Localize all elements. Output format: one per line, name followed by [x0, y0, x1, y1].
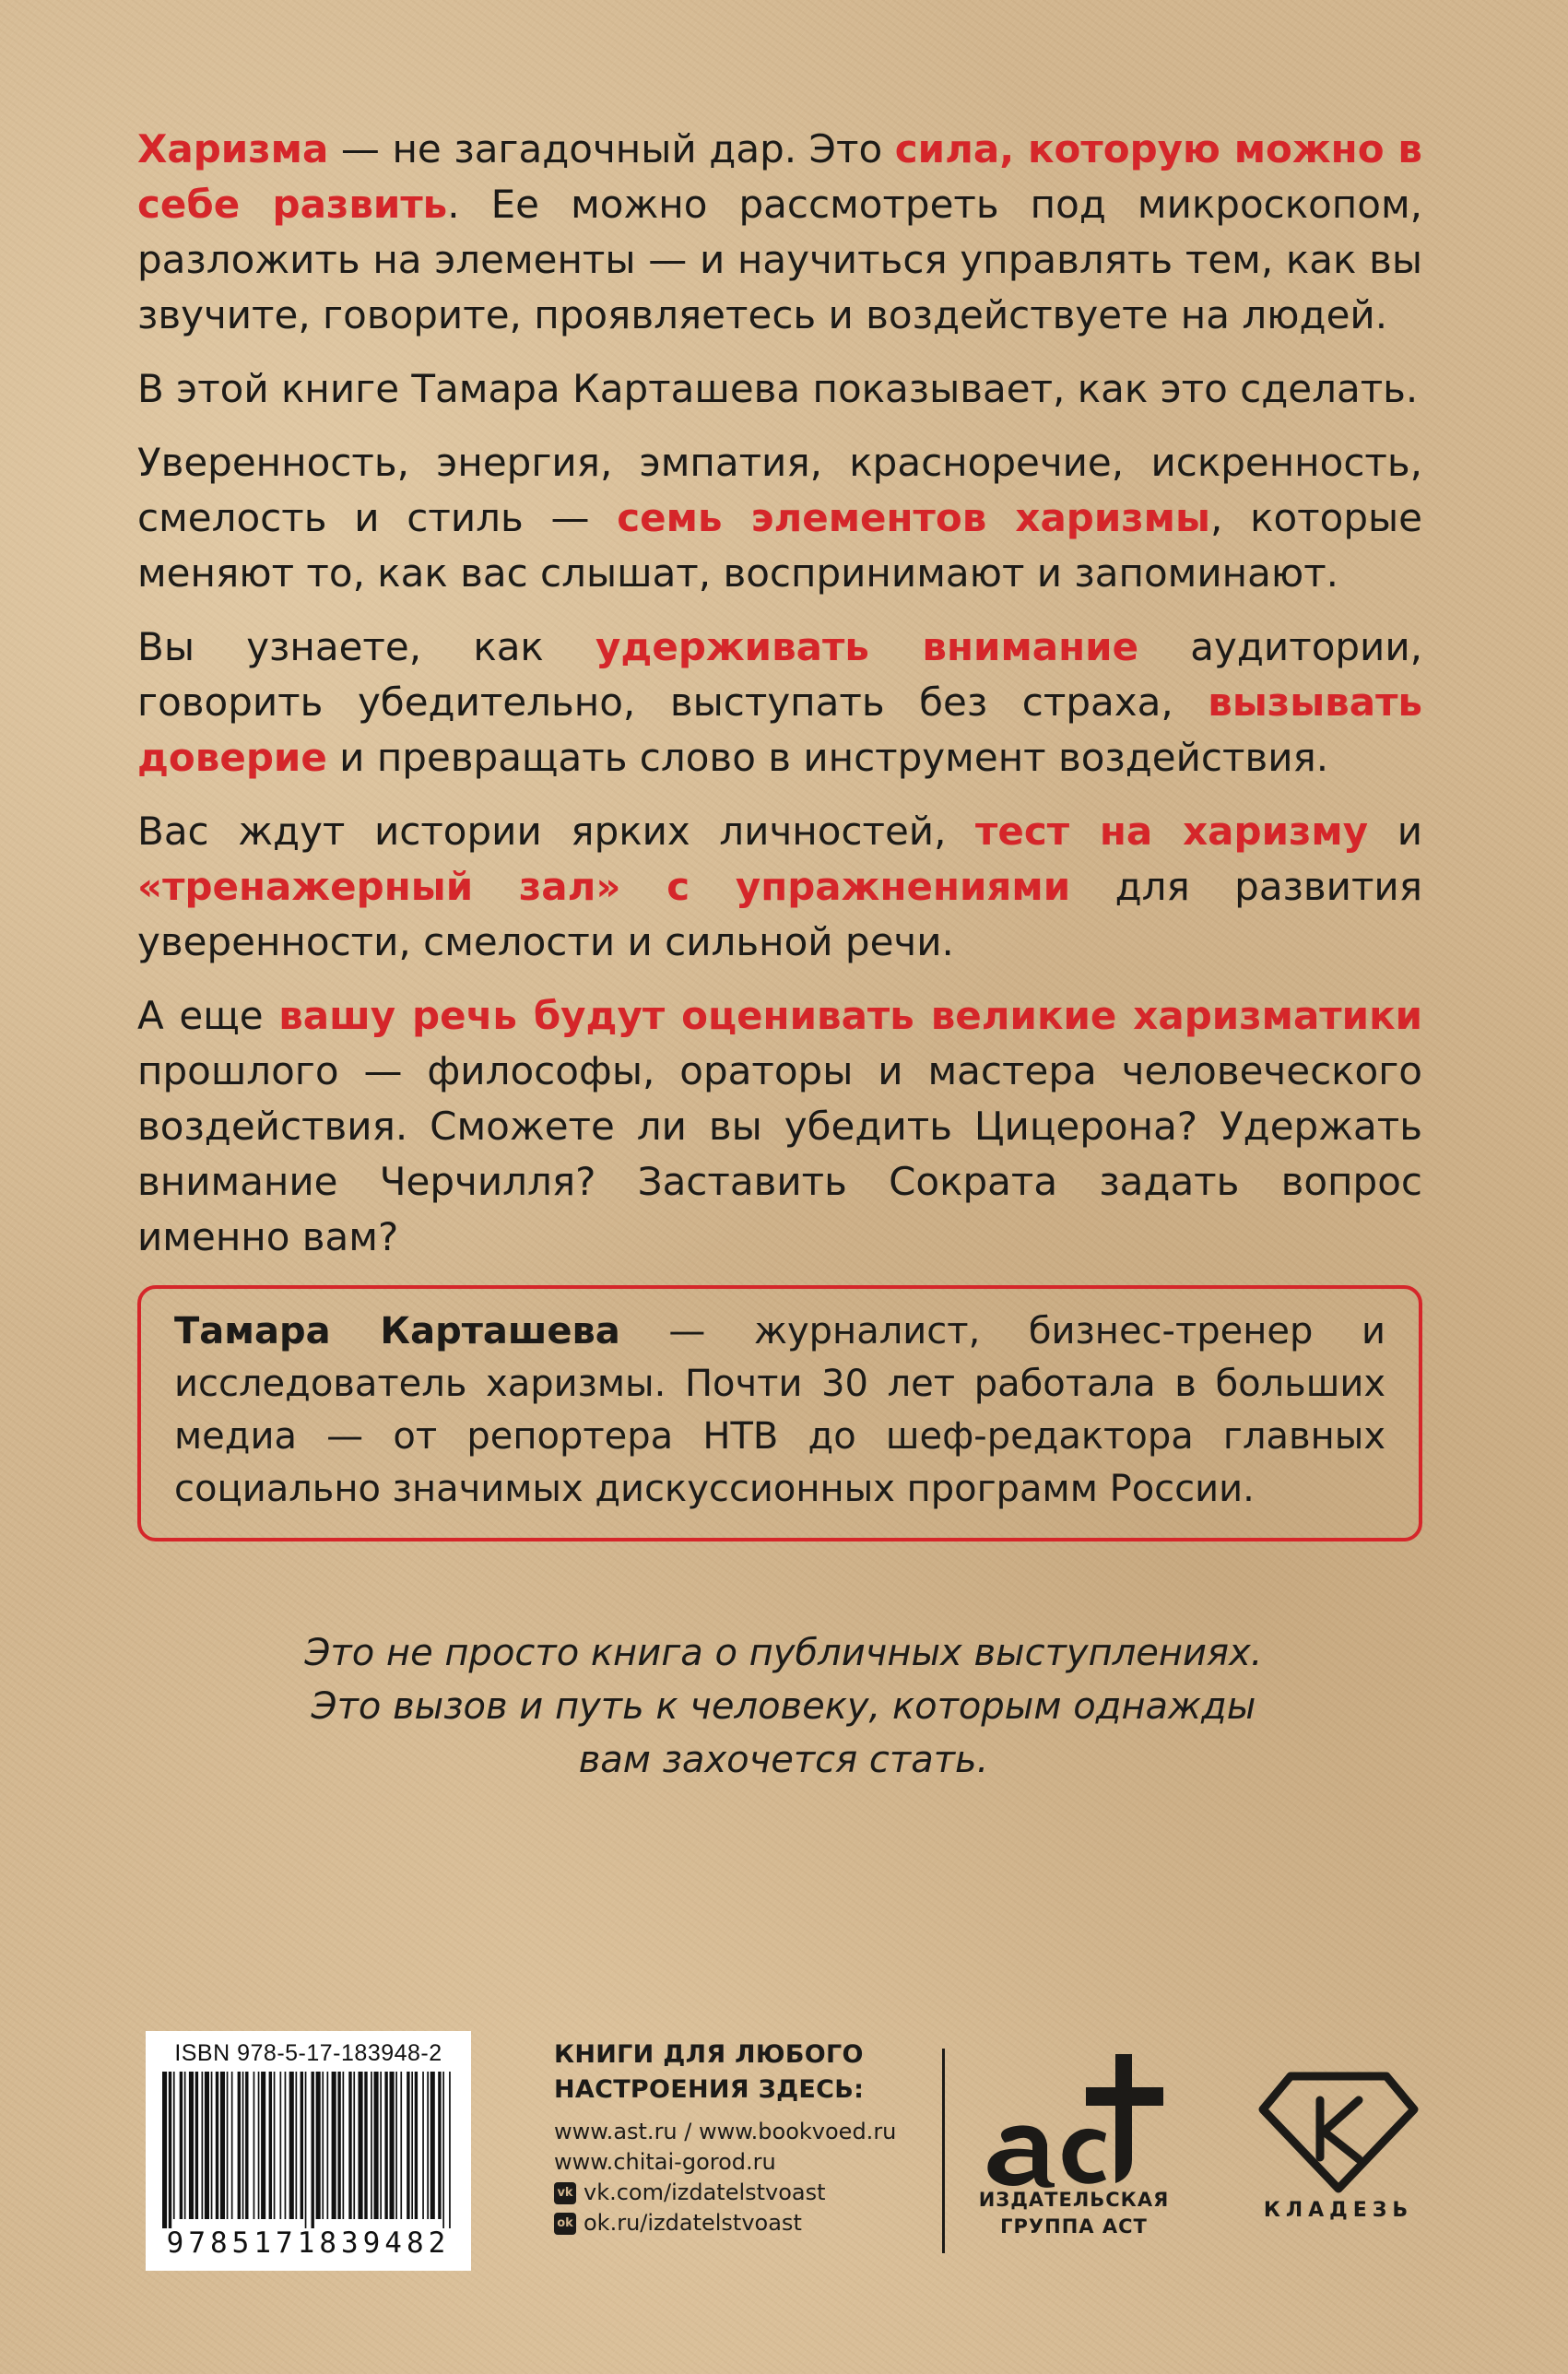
barcode-bar [371, 2072, 372, 2219]
ast-publisher-label [968, 2187, 1180, 2240]
barcode-digits: 9785171839482 [166, 2226, 451, 2260]
barcode-bar [216, 2072, 218, 2219]
ast-label-line-2: ГРУППА АСТ [1000, 2215, 1148, 2238]
text: и [1368, 809, 1422, 854]
where-to-buy-heading [554, 2037, 923, 2108]
barcode-bar [312, 2072, 314, 2228]
text: прошлого — философы, ораторы и мастера человеческого воздействия. Сможете ли вы убедить Цицерона? Удержать внимание Черчилля? Заставить Сократа задать вопрос именно вам? [137, 1048, 1422, 1259]
barcode-bar [316, 2072, 321, 2219]
ok-icon: ok [554, 2213, 576, 2235]
barcode-bar [238, 2072, 241, 2219]
barcode-bar [359, 2072, 363, 2219]
isbn-barcode-box [146, 2031, 471, 2271]
barcode-bar [374, 2072, 379, 2219]
author-bio-text: — журналист, бизнес-тренер и исследователь харизмы. Почти 30 лет работала в больших медиа — от репортера НТВ до шеф-редактора главных социально значимых дискуссионных программ России. [174, 1310, 1385, 1510]
barcode-bar [422, 2072, 424, 2219]
author-box [137, 1285, 1422, 1541]
blurb-paragraph-4 [137, 620, 1422, 785]
barcode-bar [364, 2072, 367, 2219]
barcode-bar [184, 2072, 186, 2219]
barcode-bar [400, 2072, 402, 2219]
text: , которые меняют то, как вас слышат, воспринимают и запоминают. [137, 495, 1422, 596]
barcode-bar [327, 2072, 329, 2219]
barcode-bar [380, 2072, 382, 2219]
barcode-bar [258, 2072, 260, 2219]
barcode-bar [231, 2072, 233, 2219]
quote-line-1: Это не просто книга о публичных выступлениях. [304, 1632, 1263, 1674]
barcode-bar [205, 2072, 209, 2219]
barcode-bar [390, 2072, 395, 2219]
barcode-bar [296, 2072, 298, 2219]
highlight: Харизма [137, 126, 329, 171]
barcode-bar [202, 2072, 204, 2219]
isbn-label: ISBN 978-5-17-183948-2 [174, 2040, 442, 2066]
text: . Ее можно рассмотреть под микроскопом, разложить на элементы — и научиться управлять тем, как вы звучите, говорите, проявляетесь и воздействуете на людей. [137, 182, 1422, 337]
link-ok[interactable]: ok.ru/izdatelstvoast [584, 2210, 802, 2236]
barcode-bar [442, 2072, 444, 2228]
kladez-label: КЛАДЕЗЬ [1263, 2199, 1414, 2222]
where-to-buy-block [554, 2037, 923, 2238]
barcode-bar [220, 2072, 225, 2219]
barcode-bar [415, 2072, 418, 2219]
quote-line-3: вам захочется стать. [578, 1739, 989, 1781]
barcode-bar [189, 2072, 194, 2219]
highlight: «тренажерный зал» с упражнениями [137, 864, 1071, 909]
blurb-text [137, 122, 1422, 1283]
blurb-paragraph-1 [137, 122, 1422, 343]
highlight: вашу речь будут оценивать великие харизматики [278, 993, 1422, 1038]
barcode-bar [280, 2072, 282, 2219]
text: А еще [137, 993, 279, 1038]
ast-label-line-1: ИЗДАТЕЛЬСКАЯ [978, 2189, 1170, 2211]
closing-quote [138, 1626, 1429, 1787]
barcode-bar [253, 2072, 255, 2219]
barcode-bar [438, 2072, 441, 2219]
barcode-bar [173, 2072, 175, 2219]
heading-line-1: КНИГИ ДЛЯ ЛЮБОГО [554, 2040, 864, 2069]
highlight: вызывать доверие [137, 679, 1422, 780]
text: и превращать слово в инструмент воздействия. [326, 735, 1329, 780]
barcode-bar [343, 2072, 345, 2219]
barcode-bar [407, 2072, 409, 2219]
divider [942, 2049, 945, 2253]
barcode-bar [285, 2072, 287, 2219]
highlight: тест на харизму [975, 809, 1369, 854]
barcode-bar [269, 2072, 272, 2219]
blurb-paragraph-6 [137, 988, 1422, 1265]
blurb-paragraph-5 [137, 804, 1422, 970]
barcode-bar [449, 2072, 451, 2228]
barcode-bar [427, 2072, 429, 2219]
barcode-bar [332, 2072, 336, 2219]
barcode-bar [305, 2072, 307, 2228]
barcode-bar [169, 2072, 171, 2228]
link-ast-bookvoed[interactable]: www.ast.ru / www.bookvoed.ru [554, 2119, 897, 2144]
highlight: сила, которую можно в себе развить [137, 126, 1422, 227]
barcode-bar [227, 2072, 229, 2219]
link-chitai-gorod[interactable]: www.chitai-gorod.ru [554, 2149, 776, 2175]
barcode-bar [322, 2072, 324, 2219]
barcode-bar [395, 2072, 397, 2219]
blurb-paragraph-3 [137, 435, 1422, 601]
text: для развития уверенности, смелости и сильной речи. [137, 864, 1422, 964]
text: аудитории, говорить убедительно, выступать без страха, [137, 624, 1422, 725]
link-vk[interactable]: vk.com/izdatelstvoast [584, 2179, 826, 2205]
author-name: Тамара Карташева [174, 1310, 620, 1352]
barcode-bar [180, 2072, 183, 2219]
quote-line-2: Это вызов и путь к человеку, которым однажды [311, 1685, 1256, 1728]
barcode-bar [261, 2072, 265, 2219]
heading-line-2: НАСТРОЕНИЯ ЗДЕСЬ: [554, 2075, 865, 2104]
barcode-bar [384, 2072, 387, 2219]
barcode-bar [162, 2072, 167, 2228]
vk-row[interactable] [554, 2178, 923, 2208]
highlight: семь элементов харизмы [617, 495, 1210, 540]
barcode-bar [274, 2072, 276, 2219]
text: — не загадочный дар. Это [328, 126, 895, 171]
barcode-bar [430, 2072, 435, 2219]
author-bio [174, 1305, 1385, 1516]
kladez-diamond-logo-icon [1256, 2067, 1421, 2196]
barcode-bar [353, 2072, 355, 2219]
barcode-icon [159, 2072, 458, 2228]
ok-row[interactable] [554, 2208, 923, 2238]
barcode-bar [289, 2072, 294, 2219]
text: Вы узнаете, как [137, 624, 596, 669]
blurb-paragraph-2: В этой книге Тамара Карташева показывает, как это сделать. [137, 366, 1419, 411]
text: Уверенность, энергия, эмпатия, красноречие, искренность, смелость и стиль — [137, 440, 1422, 540]
vk-icon: vk [554, 2182, 576, 2204]
barcode-bar [211, 2072, 213, 2219]
barcode-bar [301, 2072, 303, 2219]
barcode-bar [195, 2072, 198, 2219]
barcode-bar [245, 2072, 248, 2219]
highlight: удерживать внимание [595, 624, 1139, 669]
text: Вас ждут истории ярких личностей, [137, 809, 976, 854]
barcode-bar [242, 2072, 244, 2219]
barcode-bar [411, 2072, 413, 2219]
barcode-bar [348, 2072, 351, 2219]
barcode-bar [337, 2072, 340, 2219]
